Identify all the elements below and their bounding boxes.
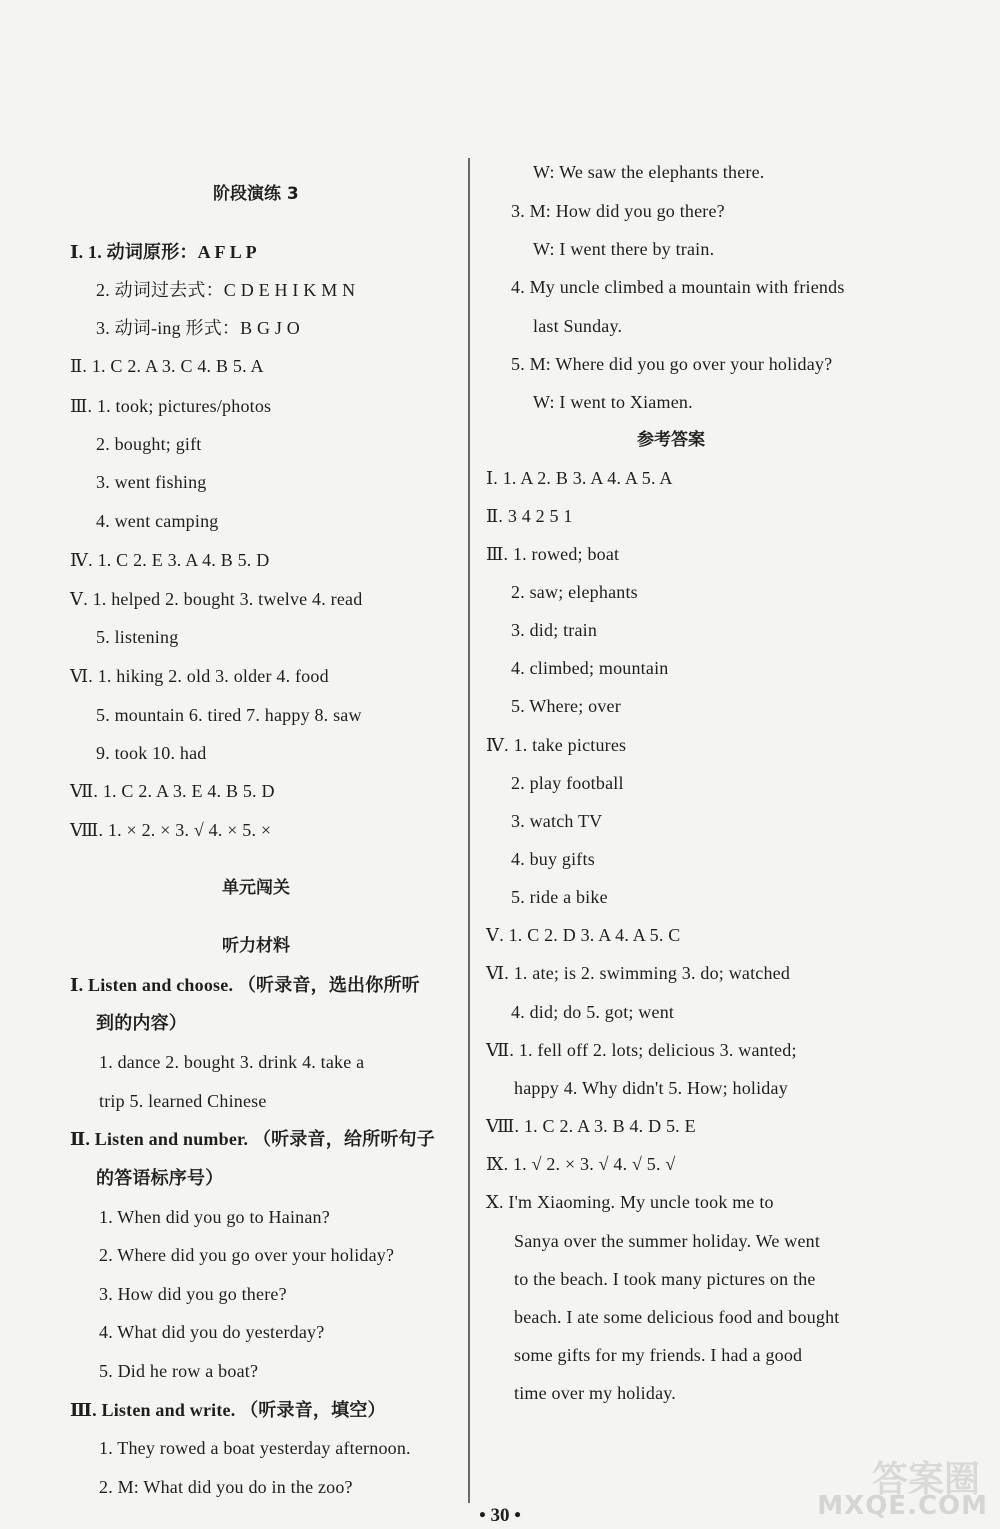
answer-line: 2. 动词过去式：C D E H I K M N xyxy=(96,280,356,300)
listening-heading: 到的内容） xyxy=(96,1013,187,1033)
answer-line: to the beach. I took many pictures on the xyxy=(514,1269,816,1289)
answer-line: Ⅶ. 1. C 2. A 3. E 4. B 5. D xyxy=(70,781,275,801)
answer-line: 3. 动词-ing 形式：B G J O xyxy=(96,318,301,338)
listening-line: 3. How did you go there? xyxy=(99,1284,287,1304)
answer-line: happy 4. Why didn't 5. How; holiday xyxy=(514,1078,788,1098)
listening-line: 4. What did you do yesterday? xyxy=(99,1322,325,1342)
answer-line: Ⅹ. I'm Xiaoming. My uncle took me to xyxy=(486,1192,774,1212)
answer-line: Ⅸ. 1. √ 2. × 3. √ 4. √ 5. √ xyxy=(486,1154,676,1174)
answer-line: Ⅴ. 1. helped 2. bought 3. twelve 4. read xyxy=(70,589,363,609)
answer-line: Ⅲ. 1. rowed; boat xyxy=(486,544,620,564)
listening-heading: Ⅱ. Listen and number. （听录音，给所听句子 xyxy=(70,1129,435,1149)
answer-line: Ⅷ. 1. × 2. × 3. √ 4. × 5. × xyxy=(70,820,272,840)
listening-line: 1. They rowed a boat yesterday afternoon. xyxy=(99,1438,411,1458)
answer-line: 4. buy gifts xyxy=(511,849,595,869)
site-watermark xyxy=(817,1451,988,1521)
listening-line: last Sunday. xyxy=(533,316,623,336)
listening-heading: Ⅰ. Listen and choose. （听录音，选出你所听 xyxy=(70,975,420,995)
answer-line: Ⅰ. 1. A 2. B 3. A 4. A 5. A xyxy=(486,468,673,488)
listening-line: 4. My uncle climbed a mountain with friends xyxy=(511,277,845,297)
listening-line: 5. M: Where did you go over your holiday? xyxy=(511,354,833,374)
listening-heading: Ⅲ. Listen and write. （听录音，填空） xyxy=(70,1400,386,1420)
answer-line: time over my holiday. xyxy=(514,1383,676,1403)
answer-line: Ⅵ. 1. hiking 2. old 3. older 4. food xyxy=(70,666,329,686)
answer-line: 3. watch TV xyxy=(511,811,603,831)
answer-line: Sanya over the summer holiday. We went xyxy=(514,1231,821,1251)
answer-line: Ⅱ. 3 4 2 5 1 xyxy=(486,506,573,526)
listening-line: 5. Did he row a boat? xyxy=(99,1361,259,1381)
page-number: • 30 • xyxy=(479,1505,521,1526)
answer-line: 4. climbed; mountain xyxy=(511,658,669,678)
section-title: 参考答案 xyxy=(637,430,705,450)
listening-line: trip 5. learned Chinese xyxy=(99,1091,267,1111)
listening-line: 2. M: What did you do in the zoo? xyxy=(99,1477,353,1497)
listening-line: W: We saw the elephants there. xyxy=(533,162,765,182)
section-title: 听力材料 xyxy=(222,936,290,956)
answer-line: 2. saw; elephants xyxy=(511,582,638,602)
watermark-url: MXQE.COM xyxy=(817,1491,988,1521)
answer-line: Ⅴ. 1. C 2. D 3. A 4. A 5. C xyxy=(486,925,681,945)
section-title: 单元闯关 xyxy=(222,878,290,898)
listening-line: 2. Where did you go over your holiday? xyxy=(99,1245,395,1265)
answer-line: 5. listening xyxy=(96,627,179,647)
answer-line: beach. I ate some delicious food and bought xyxy=(514,1307,840,1327)
answer-line: Ⅱ. 1. C 2. A 3. C 4. B 5. A xyxy=(70,356,264,376)
watermark-logo: 答案圈 xyxy=(871,1459,980,1500)
listening-line: W: I went to Xiamen. xyxy=(533,392,693,412)
column-divider xyxy=(468,158,470,1503)
answer-line: Ⅳ. 1. take pictures xyxy=(486,735,627,755)
listening-heading: 的答语标序号） xyxy=(96,1168,224,1188)
answer-line: 9. took 10. had xyxy=(96,743,207,763)
listening-line: 3. M: How did you go there? xyxy=(511,201,725,221)
answer-line: 2. bought; gift xyxy=(96,434,202,454)
answer-line: Ⅶ. 1. fell off 2. lots; delicious 3. wanted; xyxy=(486,1040,797,1060)
answer-line: 3. went fishing xyxy=(96,472,207,492)
answer-line: Ⅵ. 1. ate; is 2. swimming 3. do; watched xyxy=(486,963,791,983)
section-title: 阶段演练 3 xyxy=(213,184,299,204)
answer-line: 4. went camping xyxy=(96,511,219,531)
answer-line: 4. did; do 5. got; went xyxy=(511,1002,675,1022)
answer-line: Ⅷ. 1. C 2. A 3. B 4. D 5. E xyxy=(486,1116,696,1136)
listening-line: 1. dance 2. bought 3. drink 4. take a xyxy=(99,1052,365,1072)
answer-line: 5. ride a bike xyxy=(511,887,608,907)
answer-line: 5. mountain 6. tired 7. happy 8. saw xyxy=(96,705,362,725)
answer-line: 3. did; train xyxy=(511,620,598,640)
listening-line: 1. When did you go to Hainan? xyxy=(99,1207,330,1227)
answer-line: 2. play football xyxy=(511,773,624,793)
answer-line: some gifts for my friends. I had a good xyxy=(514,1345,803,1365)
answer-line: 5. Where; over xyxy=(511,696,621,716)
listening-line: W: I went there by train. xyxy=(533,239,715,259)
answer-line: Ⅰ. 1. 动词原形：A F L P xyxy=(70,242,257,262)
answer-line: Ⅲ. 1. took; pictures/photos xyxy=(70,396,272,416)
answer-line: Ⅳ. 1. C 2. E 3. A 4. B 5. D xyxy=(70,550,270,570)
